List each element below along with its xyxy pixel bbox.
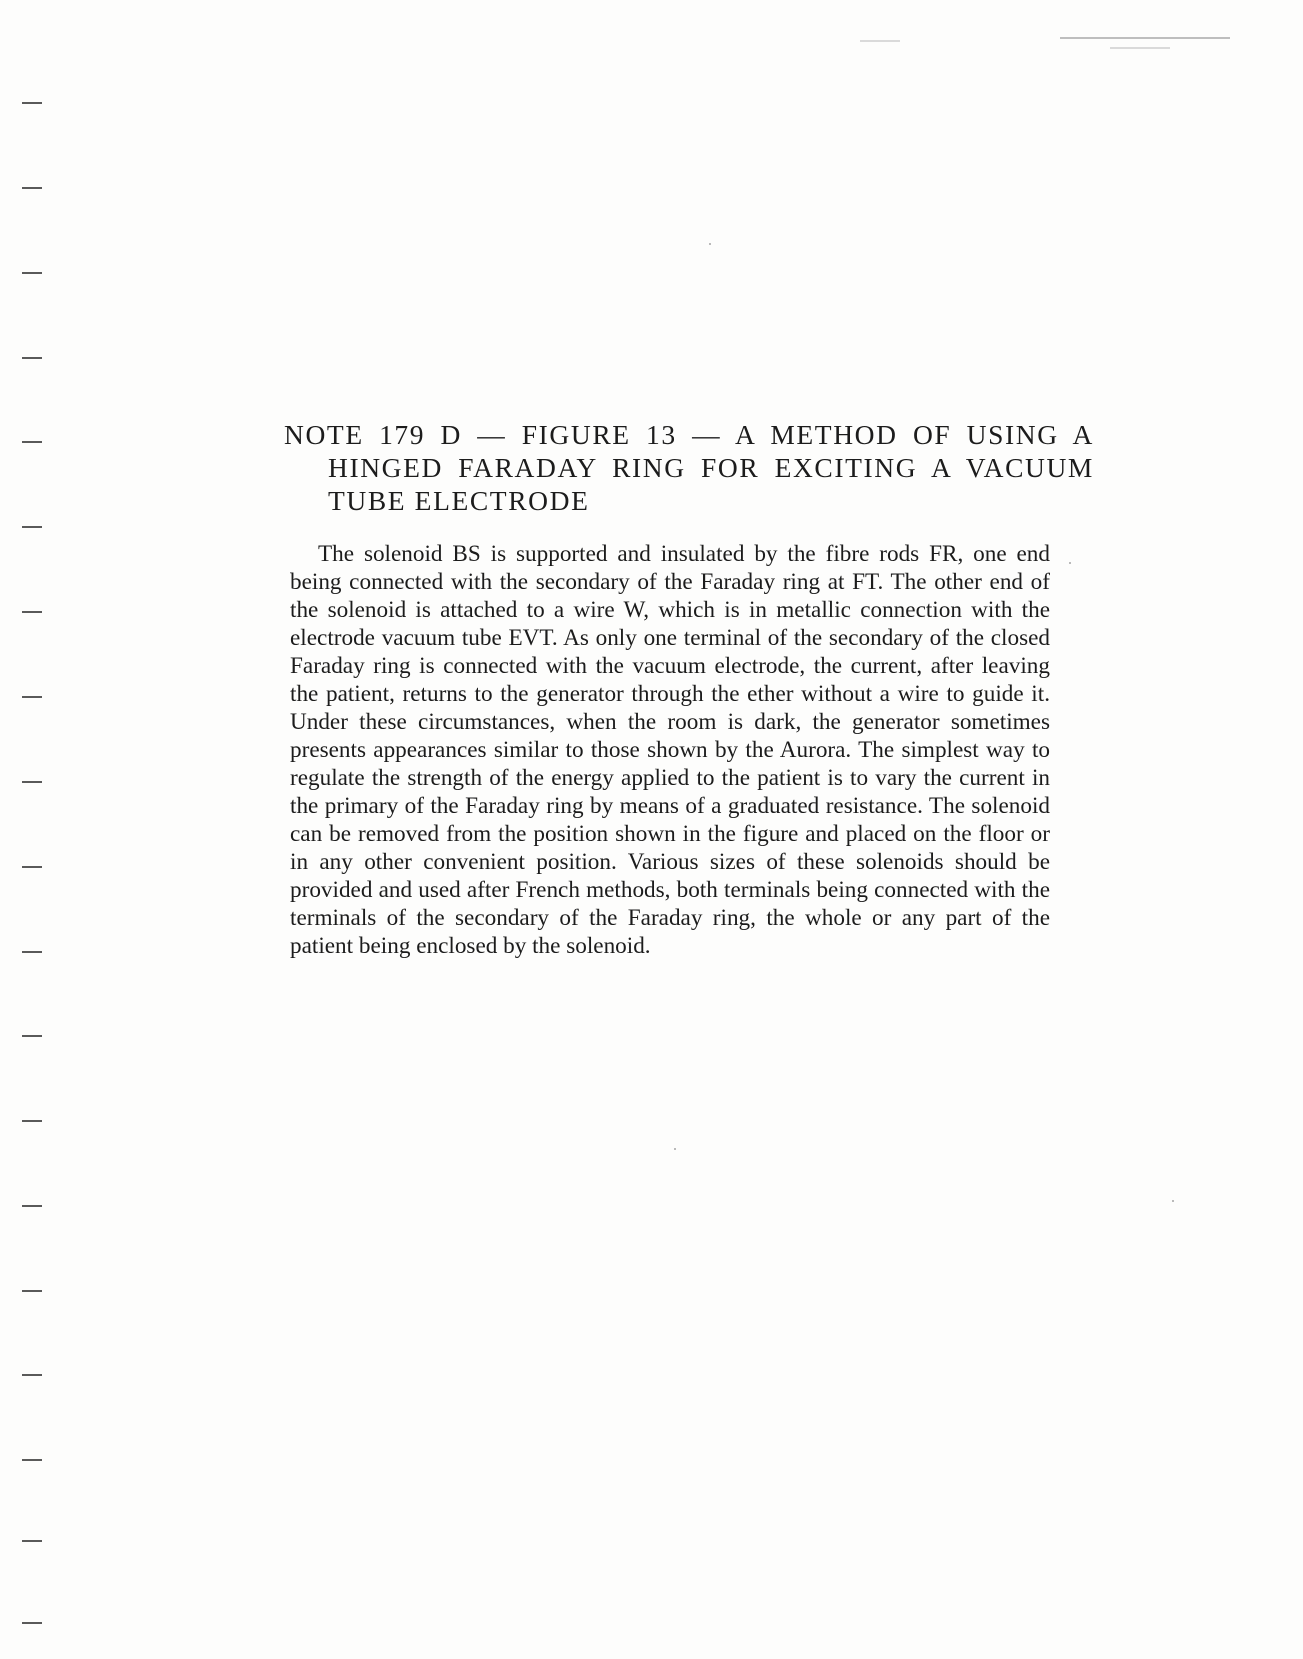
margin-tick (22, 1290, 42, 1292)
scan-smudge (860, 40, 900, 42)
margin-tick (22, 1035, 42, 1037)
margin-tick (22, 357, 42, 359)
margin-tick (22, 526, 42, 528)
scan-smudge (1060, 37, 1230, 39)
margin-tick (22, 1205, 42, 1207)
margin-tick (22, 1374, 42, 1376)
margin-tick (22, 1540, 42, 1542)
margin-tick (22, 1120, 42, 1122)
margin-tick (22, 696, 42, 698)
scan-speck (674, 1148, 676, 1150)
margin-tick (22, 441, 42, 443)
margin-tick (22, 102, 42, 104)
margin-tick (22, 781, 42, 783)
margin-tick (22, 187, 42, 189)
margin-tick (22, 1622, 42, 1624)
scan-speck (1069, 562, 1071, 564)
margin-tick (22, 611, 42, 613)
margin-tick (22, 866, 42, 868)
margin-tick (22, 1459, 42, 1461)
margin-tick (22, 951, 42, 953)
scan-speck (709, 243, 711, 245)
scan-speck (1172, 1200, 1174, 1202)
note-body-paragraph: The solenoid BS is supported and insulated by the fibre rods FR, one end being connected with the secondary of the Faraday ring at FT. The other end of the solenoid is attached to a wire W, which is in metallic connection with the electrode vacuum tube EVT. As only one terminal of the secondary of the closed Faraday ring is connected with the vacuum electrode, the current, after leaving the patient, returns to the generator through the ether without a wire to guide it. Under these circumstances, when the room is dark, the generator sometimes presents appearances similar to those shown by the Aurora. The simplest way to regulate the strength of the energy applied to the patient is to vary the current in the primary of the Faraday ring by means of a graduated resistance. The solenoid can be removed from the position shown in the figure and placed on the floor or in any other convenient position. Various sizes of these solenoids should be provided and used after French methods, both terminals being connected with the terminals of the secondary of the Faraday ring, the whole or any part of the patient being enclosed by the solenoid. (290, 541, 1050, 959)
note-heading: NOTE 179 D — FIGURE 13 — A METHOD OF USING A HINGED FARADAY RING FOR EXCITING A VACUUM TUBE ELECTRODE (284, 419, 1094, 516)
scan-smudge (1110, 47, 1170, 49)
margin-tick (22, 272, 42, 274)
